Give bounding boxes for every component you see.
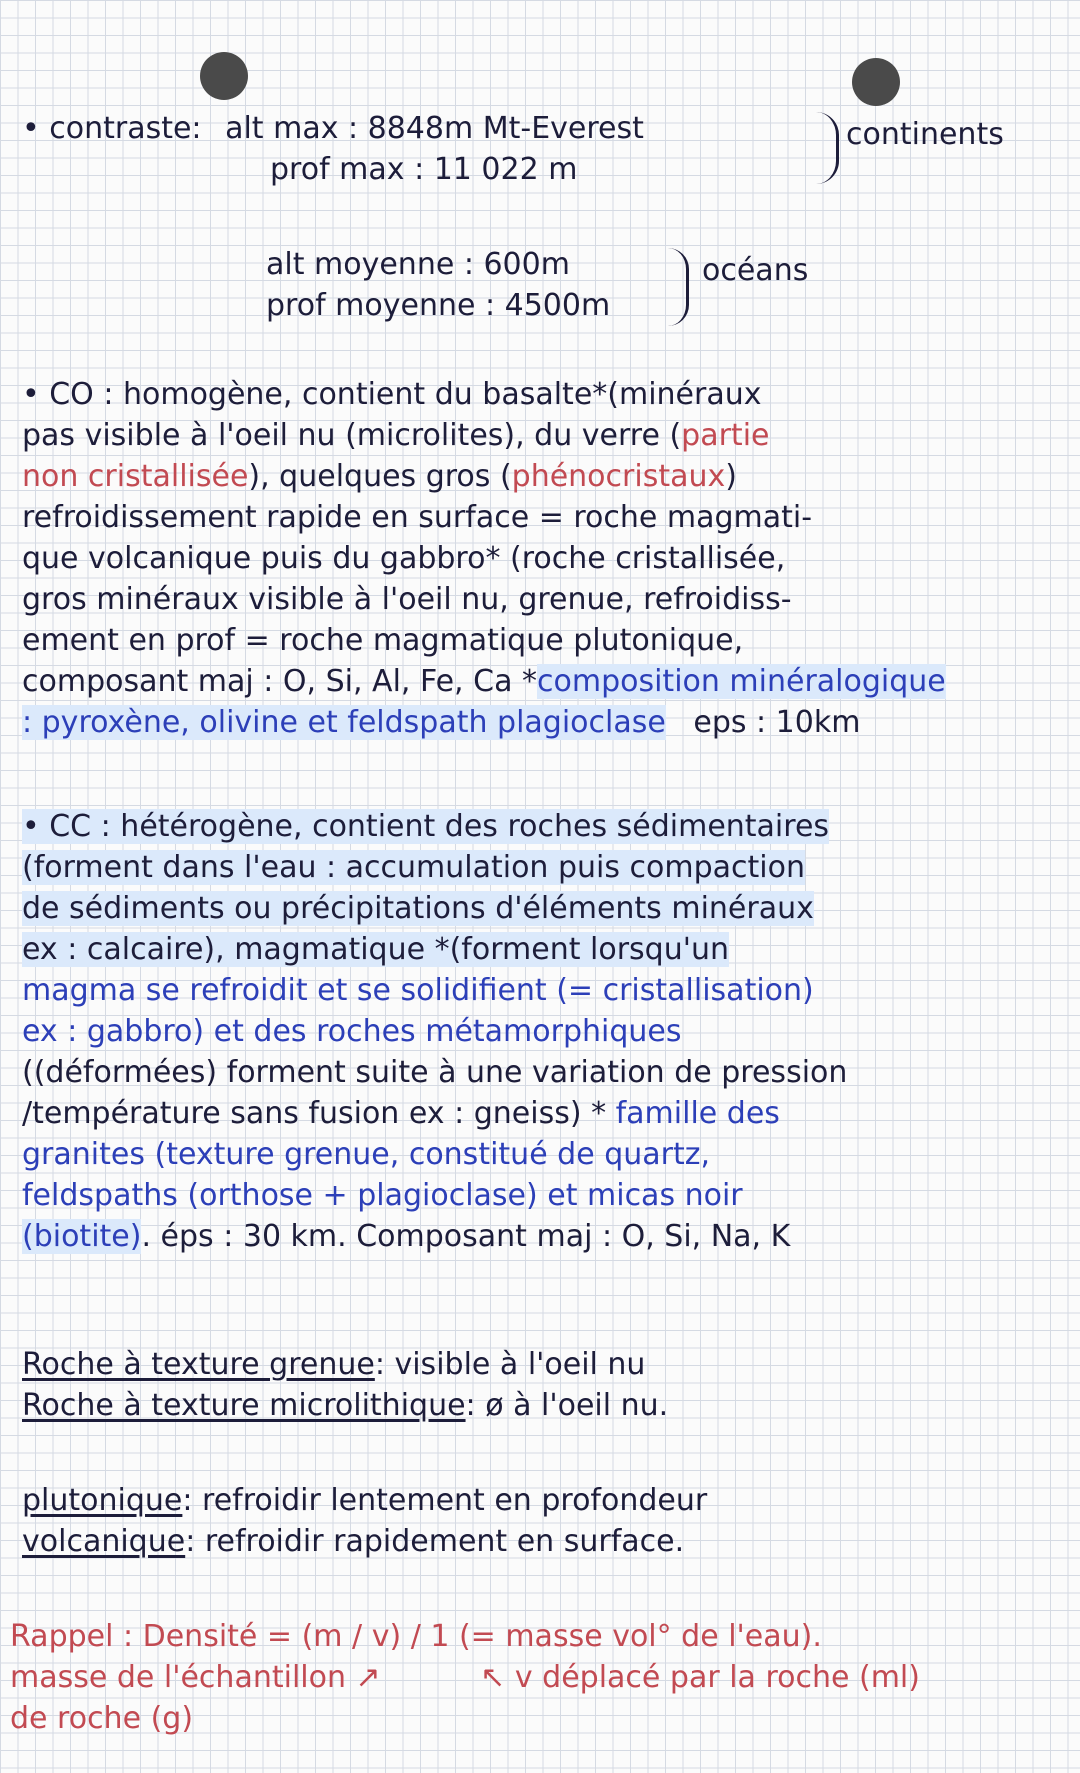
- contrast-label: • contraste:: [22, 111, 202, 146]
- co-composition-mineralogique: composition minéralogique: [537, 664, 946, 699]
- co-section: [22, 374, 1062, 743]
- cc-line-11: . éps : 30 km. Composant maj : O, Si, Na, K: [141, 1219, 791, 1254]
- cc-section: [22, 806, 1062, 1257]
- cc-line-2: (forment dans l'eau : accumulation puis compaction: [22, 850, 806, 885]
- rappel-volume: ↖ v déplacé par la roche (ml): [480, 1660, 920, 1695]
- co-line-9: : pyroxène, olivine et feldspath plagioclase: [22, 705, 666, 740]
- texture-grenue-term: Roche à texture grenue: [22, 1347, 375, 1382]
- texture-micro-def: : ø à l'oeil nu.: [465, 1388, 669, 1423]
- co-line-8: composant maj : O, Si, Al, Fe, Ca *: [22, 664, 537, 699]
- co-line-5: que volcanique puis du gabbro* (roche cristallisée,: [22, 541, 786, 576]
- prof-max: prof max : 11 022 m: [270, 152, 578, 187]
- co-line-3-end: ): [725, 459, 737, 494]
- alt-max: alt max : 8848m Mt-Everest: [225, 111, 644, 146]
- cc-line-4: ex : calcaire), magmatique *(forment lorsqu'un: [22, 932, 730, 967]
- cc-biotite: (biotite): [22, 1219, 142, 1254]
- prof-moyenne: prof moyenne : 4500m: [266, 288, 611, 323]
- rappel-line-3: de roche (g): [10, 1701, 194, 1736]
- co-line-7: ement en prof = roche magmatique plutonique,: [22, 623, 744, 658]
- co-line-2: pas visible à l'oeil nu (microlites), du verre (: [22, 418, 682, 453]
- texture-grenue-def: : visible à l'oeil nu: [374, 1347, 646, 1382]
- co-non-cristallisee: non cristallisée: [22, 459, 249, 494]
- co-line-3: ), quelques gros (: [248, 459, 512, 494]
- cc-line-6: ex : gabbro) et des roches métamorphiques: [22, 1014, 682, 1049]
- plutonique-term: plutonique: [22, 1483, 183, 1518]
- co-phenocristaux: phénocristaux: [511, 459, 726, 494]
- co-partie: partie: [681, 418, 770, 453]
- volcanique-term: volcanique: [22, 1524, 186, 1559]
- rappel-line-1: Rappel : Densité = (m / v) / 1 (= masse vol° de l'eau).: [10, 1619, 822, 1654]
- alt-moyenne: alt moyenne : 600m: [266, 247, 570, 282]
- cc-line-7: ((déformées) forment suite à une variation de pression: [22, 1055, 848, 1090]
- co-line-4: refroidissement rapide en surface = roche magmati-: [22, 500, 813, 535]
- cc-famille-des: famille des: [615, 1096, 780, 1131]
- continents-label: continents: [846, 117, 1004, 152]
- cc-line-9: granites (texture grenue, constitué de quartz,: [22, 1137, 711, 1172]
- cc-line-5: magma se refroidit et se solidifient (= cristallisation): [22, 973, 814, 1008]
- cc-line-10: feldspaths (orthose + plagioclase) et micas noir: [22, 1178, 743, 1213]
- rappel-section: [10, 1616, 1050, 1739]
- volcanique-def: : refroidir rapidement en surface.: [185, 1524, 685, 1559]
- texture-micro-term: Roche à texture microlithique: [22, 1388, 466, 1423]
- averages-section: [22, 244, 1062, 326]
- binder-hole-left: [200, 52, 248, 100]
- co-line-1: • CO : homogène, contient du basalte*(minéraux: [22, 377, 762, 412]
- cc-line-8: /température sans fusion ex : gneiss) *: [22, 1096, 607, 1131]
- types-section: [22, 1480, 1062, 1562]
- oceans-label: océans: [702, 253, 809, 288]
- binder-hole-right: [852, 58, 900, 106]
- textures-section: [22, 1344, 1062, 1426]
- cc-line-3: de sédiments ou précipitations d'éléments minéraux: [22, 891, 814, 926]
- co-line-6: gros minéraux visible à l'oeil nu, grenue, refroidiss-: [22, 582, 792, 617]
- rappel-masse: masse de l'échantillon ↗: [10, 1660, 381, 1695]
- cc-line-1: • CC : hétérogène, contient des roches sédimentaires: [22, 809, 830, 844]
- bracket-oceans: [668, 248, 689, 326]
- co-epaisseur: eps : 10km: [693, 705, 861, 740]
- plutonique-def: : refroidir lentement en profondeur: [182, 1483, 708, 1518]
